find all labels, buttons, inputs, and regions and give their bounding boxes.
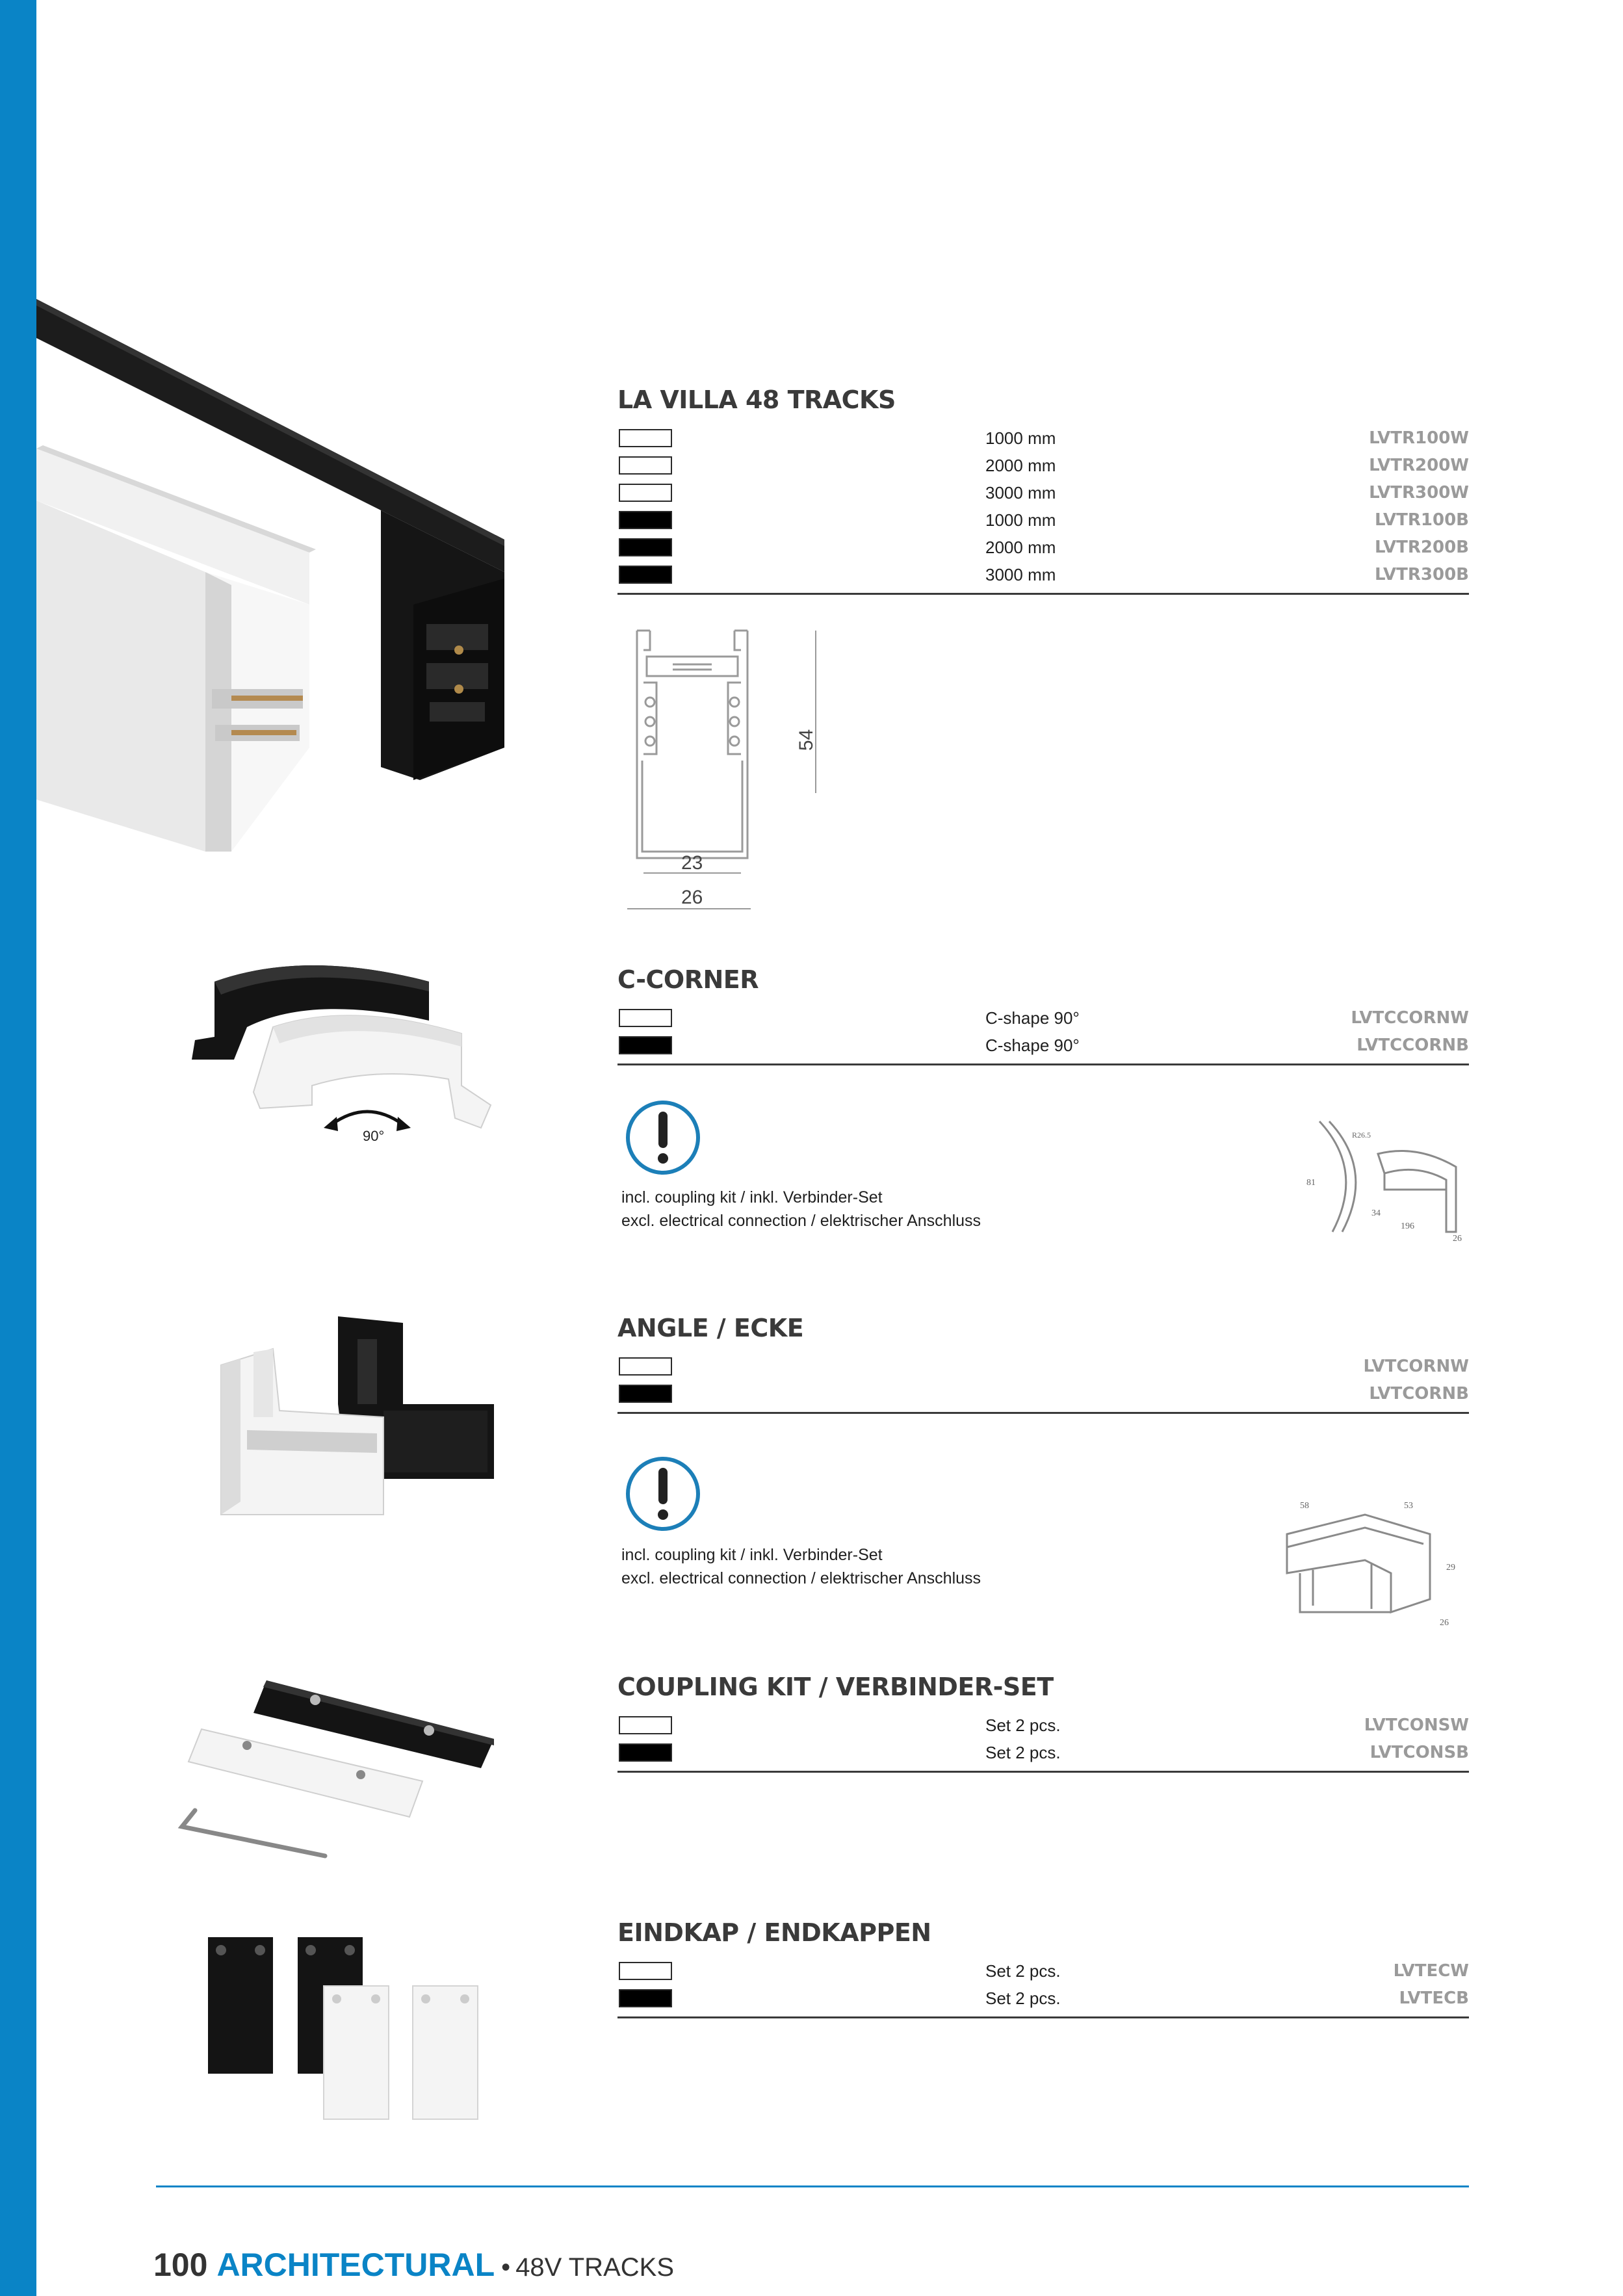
drawing-label-d: 26 (1453, 1234, 1462, 1244)
page-footer (153, 2246, 674, 2284)
page-subcategory: 48V TRACKS (515, 2253, 674, 2282)
color-swatch-white (619, 1357, 672, 1376)
row-desc: Set 2 pcs. (985, 1715, 1061, 1735)
footer-separator: • (501, 2253, 511, 2282)
color-swatch-black (619, 1036, 672, 1054)
tracks-row (617, 533, 1469, 560)
drawing-label-a: 81 (1306, 1178, 1316, 1188)
coupling-kit-image (169, 1677, 507, 1859)
angle-notes (621, 1543, 981, 1590)
row-desc: 3000 mm (985, 565, 1056, 584)
coupling-section (617, 1671, 1469, 1773)
tracks-row (617, 478, 1469, 506)
divider (617, 1412, 1469, 1414)
drawing-label-b: 34 (1371, 1208, 1381, 1218)
row-desc: 1000 mm (985, 428, 1056, 448)
row-code: LVTR100B (1375, 510, 1469, 530)
angle-label: 90° (363, 1128, 385, 1144)
exclamation-icon (624, 1455, 702, 1533)
row-code: LVTECB (1399, 1989, 1469, 2008)
endcap-section (617, 1916, 1469, 2018)
track-profile-image (36, 299, 517, 858)
coupling-title: COUPLING KIT / VERBINDER-SET (617, 1673, 1054, 1701)
note-line: excl. electrical connection / elektrischer Anschluss (621, 1569, 981, 1587)
c-corner-drawing (1293, 1108, 1482, 1245)
angle-table (617, 1352, 1469, 1407)
side-accent-bar (0, 0, 36, 2296)
angle-corner-image (214, 1313, 513, 1534)
angle-drawing (1274, 1495, 1482, 1638)
drawing-label-a: 58 (1300, 1501, 1309, 1511)
color-swatch-white (619, 1716, 672, 1734)
row-desc: 3000 mm (985, 483, 1056, 502)
color-swatch-white (619, 429, 672, 447)
row-desc: Set 2 pcs. (985, 1743, 1061, 1762)
tracks-row (617, 451, 1469, 478)
row-code: LVTR100W (1369, 428, 1469, 448)
row-desc: 1000 mm (985, 510, 1056, 530)
tracks-title: LA VILLA 48 TRACKS (617, 385, 896, 414)
tracks-row (617, 424, 1469, 451)
ccorner-row (617, 1004, 1469, 1031)
row-desc: C-shape 90° (985, 1008, 1080, 1028)
coupling-row (617, 1738, 1469, 1766)
drawing-label-r: R26.5 (1352, 1130, 1371, 1140)
ccorner-table (617, 1004, 1469, 1058)
row-desc: 2000 mm (985, 538, 1056, 557)
row-code: LVTCORNW (1363, 1357, 1469, 1376)
drawing-label-b: 53 (1404, 1501, 1413, 1511)
ccorner-row (617, 1031, 1469, 1058)
row-code: LVTCONSW (1364, 1715, 1469, 1735)
tracks-section (617, 384, 1469, 595)
row-code: LVTCCORNB (1357, 1036, 1469, 1055)
note-line: excl. electrical connection / elektrischer Anschluss (621, 1212, 981, 1230)
row-code: LVTR200W (1369, 456, 1469, 475)
angle-row (617, 1352, 1469, 1379)
divider (617, 593, 1469, 595)
footer-divider (156, 2185, 1469, 2187)
color-swatch-black (619, 566, 672, 584)
angle-title: ANGLE / ECKE (617, 1314, 804, 1342)
color-swatch-white (619, 456, 672, 475)
angle-section (617, 1312, 1469, 1414)
dim-outer-width: 26 (681, 887, 703, 908)
row-code: LVTCONSB (1370, 1743, 1469, 1762)
row-code: LVTCCORNW (1351, 1008, 1469, 1028)
row-code: LVTR300B (1375, 565, 1469, 584)
row-desc: C-shape 90° (985, 1036, 1080, 1055)
row-desc: 2000 mm (985, 456, 1056, 475)
divider (617, 2016, 1469, 2018)
color-swatch-white (619, 484, 672, 502)
dim-height: 54 (796, 729, 817, 751)
coupling-table (617, 1711, 1469, 1766)
color-swatch-black (619, 538, 672, 556)
tracks-row (617, 560, 1469, 588)
drawing-label-c: 196 (1401, 1221, 1414, 1231)
drawing-label-d: 26 (1440, 1618, 1449, 1628)
divider (617, 1771, 1469, 1773)
row-code: LVTR300W (1369, 483, 1469, 502)
page-category: ARCHITECTURAL (216, 2247, 495, 2283)
color-swatch-black (619, 1743, 672, 1762)
ccorner-notes (621, 1186, 981, 1233)
exclamation-icon (624, 1099, 702, 1177)
dim-inner-width: 23 (681, 852, 703, 874)
ccorner-title: C-CORNER (617, 965, 759, 994)
page-number: 100 (153, 2247, 208, 2283)
color-swatch-black (619, 511, 672, 529)
note-line: incl. coupling kit / inkl. Verbinder-Set (621, 1546, 883, 1564)
endcap-row (617, 1957, 1469, 1984)
row-desc: Set 2 pcs. (985, 1989, 1061, 2008)
row-code: LVTR200B (1375, 538, 1469, 557)
endcap-title: EINDKAP / ENDKAPPEN (617, 1918, 931, 1947)
color-swatch-white (619, 1009, 672, 1027)
tracks-table (617, 424, 1469, 588)
endcap-table (617, 1957, 1469, 2011)
row-code: LVTECW (1393, 1961, 1469, 1981)
angle-row (617, 1379, 1469, 1407)
tracks-row (617, 506, 1469, 533)
track-profile-drawing (624, 624, 832, 923)
row-desc: Set 2 pcs. (985, 1961, 1061, 1981)
coupling-row (617, 1711, 1469, 1738)
note-line: incl. coupling kit / inkl. Verbinder-Set (621, 1188, 883, 1207)
color-swatch-black (619, 1385, 672, 1403)
endcap-row (617, 1984, 1469, 2011)
divider (617, 1063, 1469, 1065)
color-swatch-black (619, 1989, 672, 2007)
end-caps-image (201, 1931, 500, 2126)
drawing-label-c: 29 (1446, 1563, 1455, 1572)
row-code: LVTCORNB (1369, 1384, 1469, 1403)
color-swatch-white (619, 1962, 672, 1980)
ccorner-section (617, 963, 1469, 1065)
